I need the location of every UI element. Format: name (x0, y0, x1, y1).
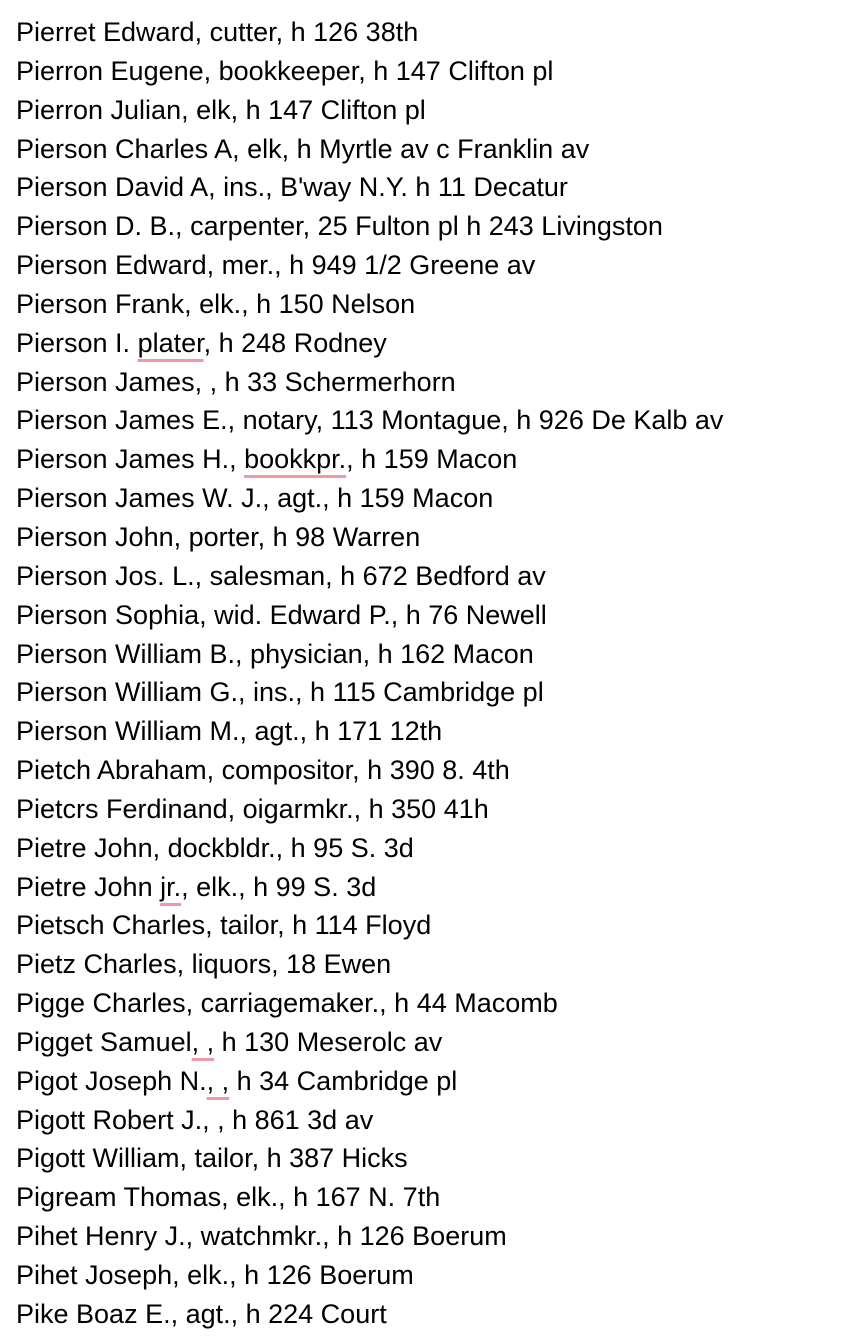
entry-text: Pike Boaz E., agt., h 224 Court (16, 1298, 387, 1329)
directory-entry (16, 52, 860, 91)
directory-entry (16, 596, 860, 635)
spellcheck-flagged-word: jr. (160, 871, 182, 902)
entry-text: Pierson William B., physician, h 162 Macon (16, 638, 534, 669)
entry-text: Pierson Sophia, wid. Edward P., h 76 Newell (16, 599, 547, 630)
entry-text: Pigream Thomas, elk., h 167 N. 7th (16, 1182, 441, 1213)
directory-entry (16, 829, 860, 868)
entry-text: Pihet Henry J., watchmkr., h 126 Boerum (16, 1221, 507, 1252)
directory-entry (16, 1178, 860, 1217)
entry-text: Pietcrs Ferdinand, oigarmkr., h 350 41h (16, 793, 489, 824)
directory-entry (16, 91, 860, 130)
directory-entry (16, 1101, 860, 1140)
directory-entry (16, 1023, 860, 1062)
directory-entry (16, 945, 860, 984)
entry-text: Pigget Samuel (16, 1026, 192, 1057)
entry-text: Pietz Charles, liquors, 18 Ewen (16, 949, 392, 980)
directory-entry (16, 207, 860, 246)
entry-text: Pierron Eugene, bookkeeper, h 147 Clifton pl (16, 55, 554, 86)
directory-entry (16, 1062, 860, 1101)
directory-entry (16, 1217, 860, 1256)
directory-entry (16, 246, 860, 285)
entry-text: Pierret Edward, cutter, h 126 38th (16, 17, 419, 47)
directory-entry (16, 479, 860, 518)
directory-entry (16, 130, 860, 169)
entry-text: Pigge Charles, carriagemaker., h 44 Macomb (16, 988, 558, 1019)
directory-entry (16, 440, 860, 479)
entry-text: h 130 Meserolc av (214, 1026, 443, 1057)
directory-entry (16, 790, 860, 829)
entry-text: , h 248 Rodney (203, 327, 387, 358)
spellcheck-flagged-word: , , (191, 1026, 215, 1057)
entry-text: Pierson James W. J., agt., h 159 Macon (16, 483, 494, 514)
entry-text: Pierson I. (16, 327, 138, 358)
entry-text: Pierson James E., notary, 113 Montague, h 926 De Kalb av (16, 405, 724, 436)
directory-entry (16, 635, 860, 674)
entry-text: , h 159 Macon (346, 444, 518, 475)
spellcheck-flagged-word: bookkpr. (244, 444, 347, 475)
directory-entry (16, 13, 860, 52)
entry-text: Pierson D. B., carpenter, 25 Fulton pl h 243 Livingston (16, 211, 663, 242)
entry-text: Pihet Joseph, elk., h 126 Boerum (16, 1260, 414, 1290)
directory-entry (16, 1256, 860, 1295)
entry-text: Pierson Jos. L., salesman, h 672 Bedford av (16, 560, 546, 591)
entry-text: Pierson William G., ins., h 115 Cambridge pl (16, 677, 544, 708)
entry-text: Pigott Robert J., , h 861 3d av (16, 1104, 374, 1135)
entry-text: Pierson Frank, elk., h 150 Nelson (16, 288, 416, 319)
spellcheck-flagged-word: , , (206, 1065, 230, 1096)
entry-text: Pierson James, , h 33 Schermerhorn (16, 366, 456, 397)
entry-text: h 34 Cambridge pl (229, 1065, 458, 1096)
entry-text: Pigot Joseph N. (16, 1065, 207, 1096)
directory-entry (16, 518, 860, 557)
directory-entry (16, 1139, 860, 1178)
directory-entry (16, 401, 860, 440)
directory-entry (16, 984, 860, 1023)
directory-entry (16, 557, 860, 596)
directory-entry (16, 168, 860, 207)
entry-text: Pierson William M., agt., h 171 12th (16, 716, 443, 747)
entry-text: Pierson Edward, mer., h 949 1/2 Greene av (16, 250, 536, 281)
directory-entry (16, 285, 860, 324)
entry-text: Pigott William, tailor, h 387 Hicks (16, 1143, 408, 1174)
entry-text: Pietch Abraham, compositor, h 390 8. 4th (16, 755, 510, 786)
directory-entry (16, 1295, 860, 1334)
entry-text: Pierson Charles A, elk, h Myrtle av c Franklin av (16, 133, 590, 164)
entry-text: Pietsch Charles, tailor, h 114 Floyd (16, 910, 432, 941)
directory-entry (16, 751, 860, 790)
entry-text: Pietre John, dockbldr., h 95 S. 3d (16, 832, 414, 863)
entry-text: Pietre John (16, 871, 161, 902)
entry-text: Pierson John, porter, h 98 Warren (16, 521, 421, 552)
directory-entry (16, 324, 860, 363)
directory-entry (16, 712, 860, 751)
entry-text: , elk., h 99 S. 3d (181, 871, 377, 902)
directory-entry (16, 906, 860, 945)
entry-text: Pierson David A, ins., B'way N.Y. h 11 Decatur (16, 172, 568, 203)
entry-text: Pierron Julian, elk, h 147 Clifton pl (16, 94, 426, 125)
directory-entry (16, 363, 860, 402)
directory-entry (16, 868, 860, 907)
directory-entry (16, 673, 860, 712)
entry-text: Pierson James H., (16, 444, 245, 475)
spellcheck-flagged-word: plater (137, 327, 204, 358)
